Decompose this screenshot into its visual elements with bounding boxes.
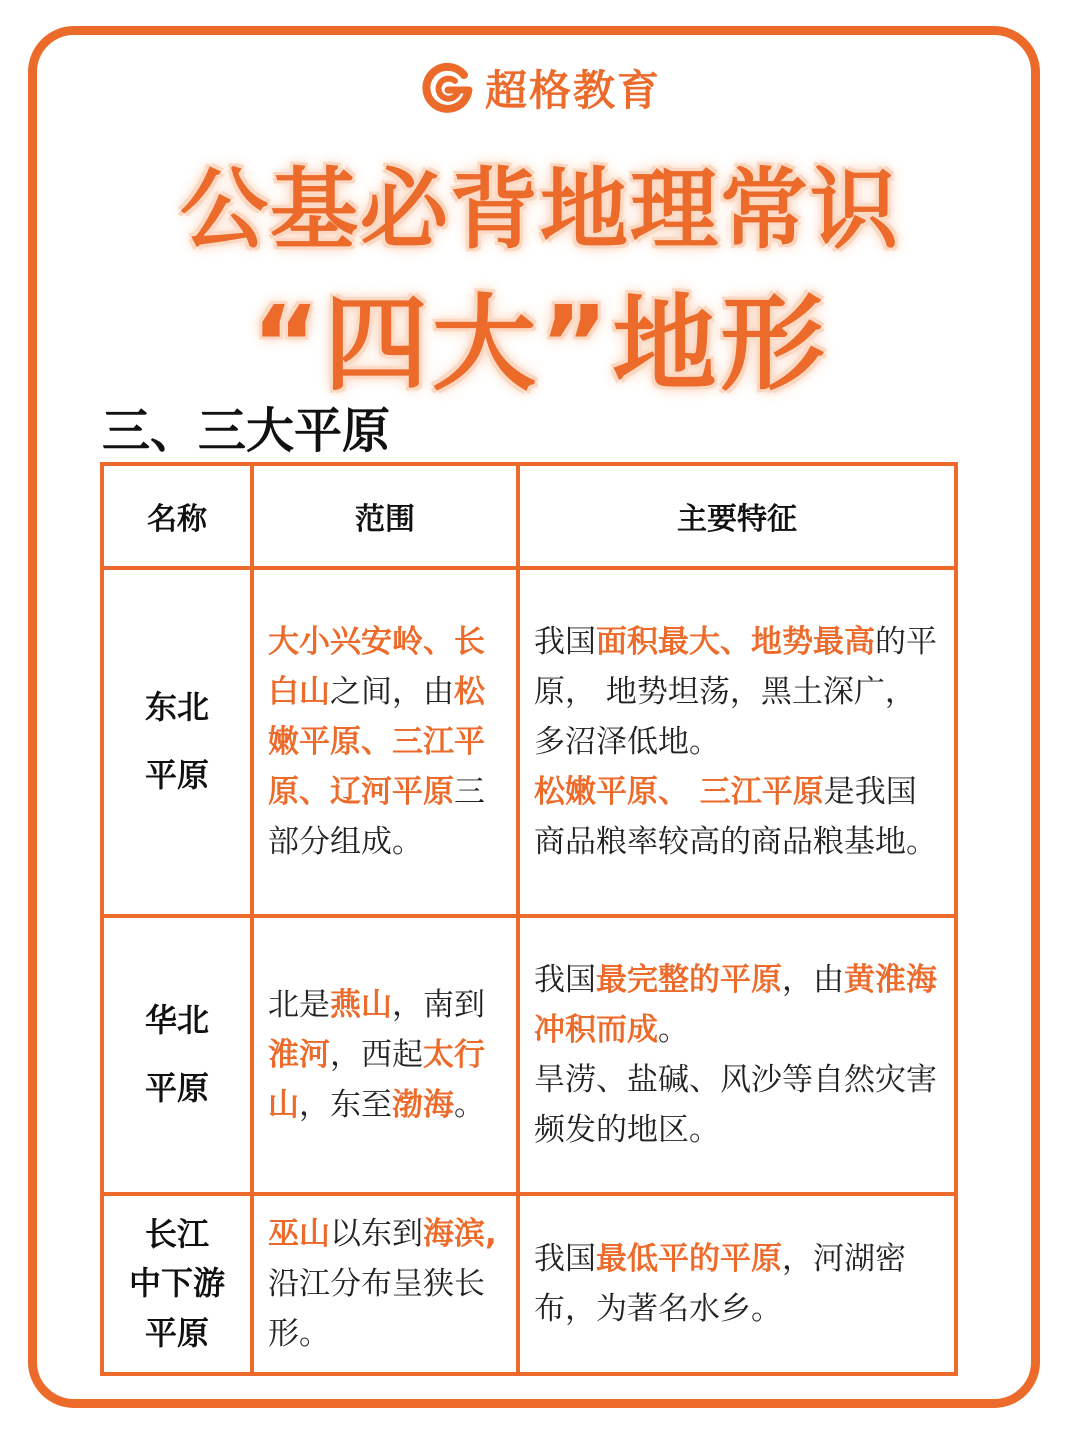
plain-name-line: 平原 xyxy=(144,1069,209,1107)
feature-paragraph xyxy=(534,617,944,767)
plain-name-line: 平原 xyxy=(144,756,209,794)
feature-highlight: 面积最大、地势最高 xyxy=(596,624,875,660)
feature-paragraph xyxy=(534,955,944,1055)
range-text: 沿江分布呈狭长形。 xyxy=(268,1266,485,1352)
plain-name-cell xyxy=(102,568,252,916)
range-highlight: 松嫩平原、三江平原、辽河平原 xyxy=(268,674,485,810)
feature-text: 的平原， 地势坦荡，黑土深广，多沼泽低地。 xyxy=(534,624,937,760)
header-features: 主要特征 xyxy=(518,464,956,568)
feature-text: 我国 xyxy=(534,624,596,660)
brand-name: 超格教育 xyxy=(484,66,661,115)
range-text: 之间，由 xyxy=(330,674,454,710)
range-highlight: 大小兴安岭、长白山 xyxy=(268,624,485,710)
section-heading: 三、三大平原 xyxy=(102,403,391,459)
range-text: 。 xyxy=(454,1087,485,1123)
plain-features-cell xyxy=(518,916,956,1194)
feature-paragraph xyxy=(534,1234,944,1334)
range-highlight: 海滨, xyxy=(423,1216,497,1252)
plain-name-line: 东北 xyxy=(144,688,209,727)
feature-text: 旱涝、盐碱、风沙等自然灾害频发的地区。 xyxy=(534,1062,937,1148)
plain-name-line: 中下游 xyxy=(128,1264,225,1303)
plain-range-cell xyxy=(252,1194,518,1374)
feature-highlight: 松嫩平原、 三江平原 xyxy=(534,774,824,810)
table-header-row xyxy=(102,464,956,568)
feature-text: 是我国商品粮率较高的商品粮基地。 xyxy=(534,774,937,860)
header-name: 名称 xyxy=(102,464,252,568)
feature-highlight: 黄淮海冲积而成 xyxy=(534,962,937,1048)
main-title: 公基必背地理常识 xyxy=(179,158,900,261)
plains-table xyxy=(100,462,958,1376)
brand-header xyxy=(0,58,1080,118)
plain-name-cell xyxy=(102,916,252,1194)
feature-text: ，河湖密布，为著名水乡。 xyxy=(534,1241,906,1327)
table-row xyxy=(102,568,956,916)
feature-text: ，由 xyxy=(782,962,844,998)
range-text: ，南到 xyxy=(392,987,485,1023)
header-range: 范围 xyxy=(252,464,518,568)
range-text: 北是 xyxy=(268,987,330,1023)
feature-highlight: 最低平的平原 xyxy=(596,1241,782,1277)
plain-range-cell xyxy=(252,568,518,916)
range-text: ，西起 xyxy=(330,1037,423,1073)
table-row xyxy=(102,1194,956,1374)
feature-paragraph xyxy=(534,767,944,867)
range-highlight: 渤海 xyxy=(392,1087,454,1123)
plain-features-cell xyxy=(518,568,956,916)
sub-title: “四大”地形 xyxy=(251,283,829,405)
range-highlight: 淮河 xyxy=(268,1037,330,1073)
plain-name-line: 平原 xyxy=(144,1313,209,1352)
plain-range-cell xyxy=(252,916,518,1194)
feature-paragraph xyxy=(534,1055,944,1155)
feature-highlight: 最完整的平原 xyxy=(596,962,782,998)
plain-name-line: 华北 xyxy=(144,1001,209,1040)
plain-name-cell xyxy=(102,1194,252,1374)
range-text: 以东到 xyxy=(330,1216,423,1252)
range-text: 三部分组成。 xyxy=(268,774,485,860)
range-text: ，东至 xyxy=(299,1087,392,1123)
range-highlight: 巫山 xyxy=(268,1216,330,1252)
plain-features-cell xyxy=(518,1194,956,1374)
brand-g-logo-icon xyxy=(419,59,477,117)
range-highlight: 太行山 xyxy=(268,1037,485,1123)
plain-name-line: 长江 xyxy=(144,1214,209,1253)
table-row xyxy=(102,916,956,1194)
feature-text: 。 xyxy=(658,1012,689,1048)
feature-text: 我国 xyxy=(534,962,596,998)
feature-text: 我国 xyxy=(534,1241,596,1277)
range-highlight: 燕山 xyxy=(330,987,392,1023)
